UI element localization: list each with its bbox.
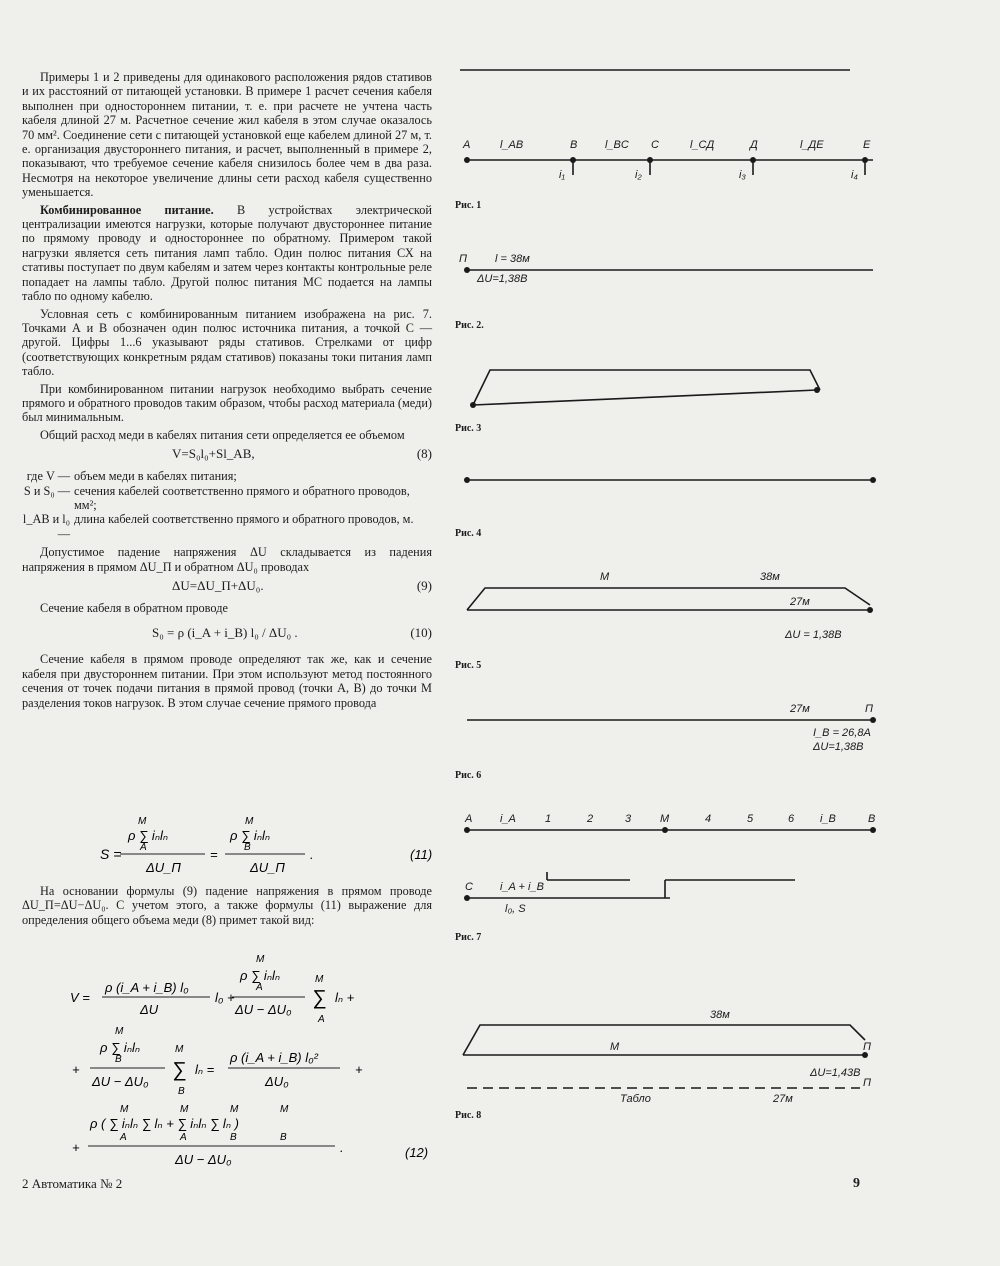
svg-text:ρ ∑ iₙlₙ: ρ ∑ iₙlₙ — [100, 1040, 141, 1055]
figure-caption: Рис. 2. — [455, 320, 484, 331]
svg-text:B: B — [178, 1086, 185, 1097]
svg-text:B: B — [280, 1132, 287, 1143]
svg-text:.: . — [310, 847, 314, 862]
paragraph: Допустимое падение напряжения ΔU складывается из падения напряжения в прямом ΔU_П и обратном ΔU₀ проводах — [22, 545, 432, 574]
paragraph: Комбинированное питание. В устройствах электрической централизации имеются нагрузки, которые получают двустороннее питание по прямому проводу и одностороннее по обратному. Примером такой нагрузки является сеть питания ламп табло. Один полюс питания СХ на стативы поступает по двум кабелям и затем через контакты контрольные реле попадает на лампы табло. Другой полюс питания МС подается на лампы табло по одному кабелю. — [22, 202, 432, 304]
svg-text:Табло: Табло — [620, 1093, 651, 1105]
svg-text:M: M — [660, 813, 670, 825]
formula-11 — [80, 812, 435, 892]
paragraph: Сечение кабеля в прямом проводе определяют так же, как и сечение кабеля при двустороннем питании. При этом используют метод постоянного сечения от точек подачи питания в прямой провод (точки А, В) до точки М разделения токов нагрузок. В этом случае сечение прямого провода — [22, 652, 432, 710]
svg-text:27м: 27м — [790, 703, 810, 715]
svg-text:ΔU₀: ΔU₀ — [265, 1074, 289, 1089]
svg-text:M: M — [120, 1104, 129, 1115]
figure-caption: Рис. 8 — [455, 1110, 482, 1121]
svg-text:ΔU=1,38В: ΔU=1,38В — [477, 273, 528, 285]
svg-text:i₁: i₁ — [559, 169, 565, 181]
svg-text:V =: V = — [70, 990, 90, 1005]
svg-text:l_ДE: l_ДE — [800, 139, 824, 151]
svg-text:(12): (12) — [405, 1145, 429, 1160]
svg-text:+: + — [72, 1062, 80, 1077]
svg-text:38м: 38м — [710, 1009, 730, 1021]
svg-text:l₀, S: l₀, S — [505, 903, 526, 915]
svg-text:M: M — [115, 1026, 124, 1037]
paragraph: При комбинированном питании нагрузок необходимо выбрать сечение прямого и обратного проводов таким образом, чтобы расход материала (меди) был минимальным. — [22, 381, 432, 425]
svg-text:ρ (i_A + i_B) l₀²: ρ (i_A + i_B) l₀² — [230, 1050, 318, 1065]
svg-text:l_CД: l_CД — [690, 139, 715, 151]
definitions: где V — объем меди в кабелях питания; S и S₀ — сечения кабелей соответственно прямого и обратного проводов, мм²; l_AB и l₀ — длина кабелей соответственно прямого и обратного проводов, м. — [22, 469, 414, 541]
figure-caption: Рис. 3 — [455, 423, 482, 434]
svg-text:П: П — [459, 253, 467, 265]
svg-text:П: П — [863, 1077, 871, 1089]
text-column — [22, 70, 432, 713]
svg-text:M: M — [315, 974, 324, 985]
svg-text:+: + — [72, 1140, 80, 1155]
svg-text:A: A — [465, 813, 473, 825]
svg-text:Д: Д — [750, 139, 758, 151]
svg-text:M: M — [175, 1044, 184, 1055]
svg-text:A: A — [120, 1132, 127, 1143]
paragraph: Примеры 1 и 2 приведены для одинакового расположения рядов стативов и их расстояний от питающей установки. В примере 1 расчет сечения кабеля выполнен при одностороннем питании, т. е. при расчете не учтена часть кабеля длиной 27 м. Расчетное сечение жил кабеля в этом случае оказалось 70 мм². Соединение сети с питающей установкой еще кабелем длиной 27 м, т. е. организация двустороннего питания, и расчет, выполненный в примере 2, показывают, что требуемое сечение кабеля снизилось более чем в два раза. Несмотря на некоторое увеличение длины сети расход кабеля существенно уменьшается. — [22, 70, 432, 200]
svg-text:A: A — [318, 1014, 325, 1025]
svg-text:M: M — [138, 816, 147, 827]
svg-text:S =: S = — [100, 846, 122, 862]
svg-text:A: A — [140, 842, 147, 853]
svg-text:i₂: i₂ — [635, 169, 642, 181]
svg-text:M: M — [230, 1104, 239, 1115]
svg-text:B: B — [868, 813, 876, 825]
svg-text:i₄: i₄ — [851, 169, 858, 181]
svg-text:B: B — [115, 1054, 122, 1065]
svg-text:B: B — [230, 1132, 237, 1143]
svg-text:ρ (i_A + i_B) l₀: ρ (i_A + i_B) l₀ — [105, 980, 189, 995]
svg-text:5: 5 — [747, 813, 754, 825]
svg-text:i_A: i_A — [500, 813, 516, 825]
figure-caption: Рис. 5 — [455, 660, 482, 671]
svg-text:l₀ +: l₀ + — [215, 990, 235, 1005]
svg-text:i_B: i_B — [820, 813, 836, 825]
svg-text:ΔU: ΔU — [140, 1002, 159, 1017]
svg-text:ΔU_П: ΔU_П — [146, 860, 181, 875]
svg-text:A: A — [180, 1132, 187, 1143]
svg-text:(11): (11) — [410, 847, 433, 862]
formula-9: ΔU=ΔU_П+ΔU₀. (9) — [172, 578, 432, 593]
svg-text:B: B — [570, 139, 578, 151]
svg-text:.: . — [340, 1140, 344, 1155]
svg-text:ρ ∑ iₙlₙ: ρ ∑ iₙlₙ — [240, 968, 281, 983]
svg-text:2: 2 — [587, 813, 594, 825]
svg-text:l_BC: l_BC — [605, 139, 629, 151]
svg-text:B: B — [244, 842, 251, 853]
svg-text:ρ ∑ iₙlₙ: ρ ∑ iₙlₙ — [128, 828, 169, 843]
svg-text:M: M — [610, 1041, 620, 1053]
figure-caption: Рис. 1 — [455, 200, 482, 211]
svg-text:ΔU − ΔU₀: ΔU − ΔU₀ — [175, 1152, 232, 1167]
svg-text:27м: 27м — [790, 596, 810, 608]
footer-journal: 2 Автоматика № 2 — [22, 1176, 123, 1191]
svg-text:M: M — [280, 1104, 289, 1115]
svg-text:=: = — [210, 847, 218, 862]
svg-text:ΔU=1,43В: ΔU=1,43В — [810, 1067, 861, 1079]
svg-text:lₙ =: lₙ = — [195, 1062, 215, 1077]
paragraph: Условная сеть с комбинированным питанием изображена на рис. 7. Точками А и В обозначен один полюс источника питания, а точкой С — другой. Цифры 1...6 указывают ряды стативов. Стрелками от цифр (соответствующих конкретным рядам стативов) показаны токи питания ламп табло. — [22, 306, 432, 379]
paragraph: На основании формулы (9) падение напряжения в прямом проводе ΔU_П=ΔU−ΔU₀. С учетом этого, а также формулы (11) выражение для определения общего объема меди (8) примет такой вид: — [22, 884, 432, 927]
formula-10: S₀ = ρ (i_A + i_B) l₀ / ΔU₀ . (10) — [152, 625, 432, 641]
svg-text:38м: 38м — [760, 571, 780, 583]
svg-text:M: M — [245, 816, 254, 827]
svg-text:ΔU − ΔU₀: ΔU − ΔU₀ — [92, 1074, 149, 1089]
svg-text:3: 3 — [625, 813, 632, 825]
svg-text:ΔU = 1,38В: ΔU = 1,38В — [785, 629, 842, 641]
figure-caption: Рис. 6 — [455, 770, 482, 781]
svg-text:l = 38м: l = 38м — [495, 253, 530, 265]
figure-caption: Рис. 7 — [455, 932, 482, 943]
svg-text:∑: ∑ — [312, 987, 327, 1009]
svg-text:ΔU_П: ΔU_П — [250, 860, 285, 875]
text-column-lower — [22, 884, 432, 930]
svg-text:М: М — [600, 571, 610, 583]
svg-text:6: 6 — [788, 813, 795, 825]
section-heading: Комбинированное питание. — [40, 202, 214, 217]
formula-12 — [60, 952, 440, 1177]
svg-text:ρ ∑ iₙlₙ: ρ ∑ iₙlₙ — [230, 828, 271, 843]
svg-text:E: E — [863, 139, 871, 151]
svg-text:П: П — [865, 703, 873, 715]
svg-text:ΔU − ΔU₀: ΔU − ΔU₀ — [235, 1002, 292, 1017]
svg-text:M: M — [256, 954, 265, 965]
svg-text:C: C — [465, 881, 473, 893]
svg-text:ρ ( ∑ iₙlₙ ∑ lₙ + ∑ iₙlₙ ∑ lₙ: ρ ( ∑ iₙlₙ ∑ lₙ + ∑ iₙlₙ ∑ lₙ ) — [90, 1116, 239, 1131]
svg-text:M: M — [180, 1104, 189, 1115]
svg-text:C: C — [651, 139, 659, 151]
paragraph: Общий расход меди в кабелях питания сети определяется ее объемом — [40, 427, 405, 442]
page-number: 9 — [853, 1176, 860, 1191]
svg-text:lₙ +: lₙ + — [335, 990, 355, 1005]
formula-8: V=S₀l₀+Sl_AB, (8) — [172, 446, 432, 462]
svg-text:ΔU=1,38В: ΔU=1,38В — [813, 741, 864, 753]
svg-text:+: + — [355, 1062, 363, 1077]
svg-text:∑: ∑ — [172, 1059, 187, 1081]
svg-text:A: A — [463, 139, 471, 151]
figures-column — [455, 60, 895, 1160]
svg-text:27м: 27м — [773, 1093, 793, 1105]
svg-text:П: П — [863, 1041, 871, 1053]
svg-text:A: A — [256, 982, 263, 993]
svg-text:1: 1 — [545, 813, 552, 825]
figure-caption: Рис. 4 — [455, 528, 482, 539]
svg-text:I_B = 26,8А: I_B = 26,8А — [813, 727, 871, 739]
paragraph: Сечение кабеля в обратном проводе — [40, 601, 228, 615]
svg-text:l_AB: l_AB — [500, 139, 524, 151]
svg-text:i_A + i_B: i_A + i_B — [500, 881, 544, 893]
svg-text:4: 4 — [705, 813, 712, 825]
svg-text:i₃: i₃ — [739, 169, 746, 181]
